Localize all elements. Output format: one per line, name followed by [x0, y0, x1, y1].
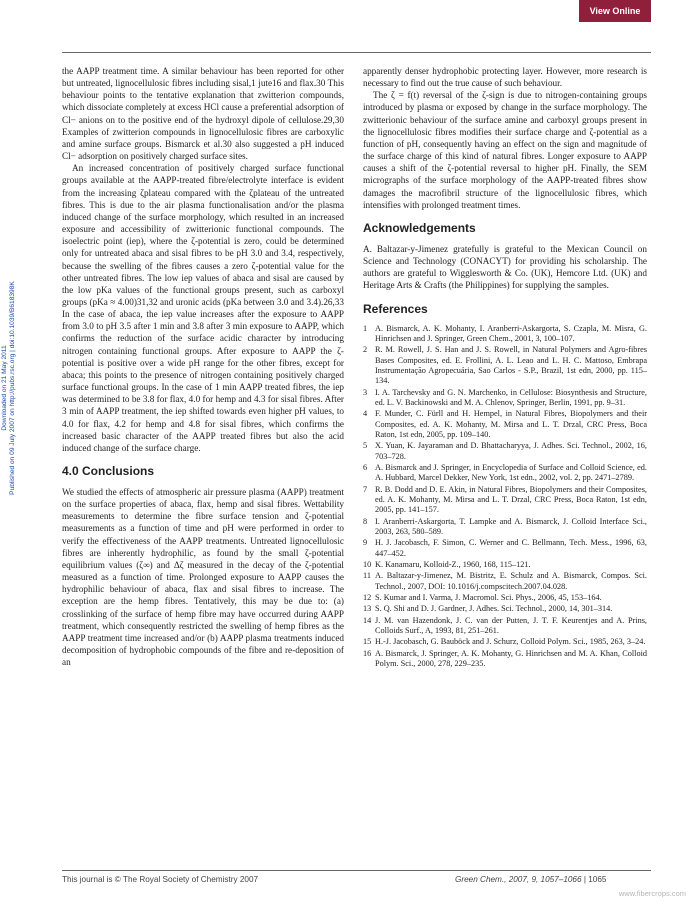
- reference-text: A. Bismarck, J. Springer, A. K. Mohanty, G. Hinrichsen and M. A. Khan, Colloid Polym. Sci., 2000, 278, 229–235.: [375, 648, 647, 669]
- footer-copyright: This journal is © The Royal Society of Chemistry 2007: [62, 875, 259, 884]
- reference-text: X. Yuan, K. Jayaraman and D. Bhattacharyya, J. Adhes. Sci. Technol., 2002, 16, 703–728.: [375, 441, 647, 461]
- reference-item: [363, 409, 647, 440]
- reference-list: [363, 324, 647, 670]
- download-stamp-line2[interactable]: Published on 09 July 2007 on http://pubs.rsc.org | doi:10.1039/B618398K: [9, 281, 16, 495]
- reference-number: 7: [363, 484, 368, 494]
- reference-number: 1: [363, 323, 368, 333]
- left-column: [62, 65, 344, 668]
- reference-text: I. A. Tarchevsky and G. N. Marchenko, in Cellulose: Biosynthesis and Structure, ed. L. V. Backinowski and M. A. Chlenov, Springer, Berlin, 1991, pp. 9–31.: [375, 387, 647, 407]
- paragraph-1: the AAPP treatment time. A similar behaviour has been reported for other but untreated, lignocellulosic fibres including sisal,1 jute16 and flax.30 This behaviour points to the tentative explanation that zwitterion compounds, which dissociate completely at excess HCl cause a preferential adsorption of Cl− anions on to the positive end of the hydroxyl dipole of cellulose.29,30 Examples of zwitterion compounds in lignocellulosic fibres are carboxylic and amine surface groups. Bismarck et al.30 also suggested a pH induced Cl− adsorption on positively charged surface sites.: [62, 66, 344, 162]
- reference-number: 6: [363, 462, 368, 472]
- reference-number: 13: [363, 604, 372, 614]
- reference-number: 9: [363, 538, 368, 548]
- reference-text: A. Bismarck and J. Springer, in Encyclopedia of Surface and Colloid Science, ed. A. Hubbard, Marcel Dekker, New York, 1st edn., 2002, vol. 2, pp. 2471–2789.: [375, 462, 647, 483]
- reference-item: [363, 324, 647, 345]
- reference-number: 5: [363, 441, 368, 451]
- reference-number: 11: [363, 571, 371, 581]
- reference-number: 3: [363, 387, 368, 397]
- reference-text: S. Kumar and I. Varma, J. Macromol. Sci. Phys., 2006, 45, 153–164.: [375, 593, 602, 603]
- reference-text: F. Munder, C. Fürll and H. Hempel, in Natural Fibres, Biopolymers and their Composites, ed. A. K. Mohanty, M. Mirsa and L. T. Drzal, CRC Press, Boca Raton, 1st edn, 2005, pp. 109–140.: [375, 409, 647, 439]
- footer-citation: [455, 874, 606, 885]
- download-stamp-line1: Downloaded on 21 May 2011: [1, 345, 8, 431]
- reference-text: S. Q. Shi and D. J. Gardner, J. Adhes. Sci. Technol., 2000, 14, 301–314.: [375, 604, 613, 614]
- reference-text: H. J. Jacobasch, F. Simon, C. Werner and C. Bellmann, Tech. Mess., 1996, 63, 447–452.: [375, 538, 647, 558]
- reference-number: 15: [363, 637, 372, 647]
- download-stamp: [1, 217, 21, 559]
- right-column: [363, 65, 647, 671]
- reference-number: 8: [363, 516, 368, 526]
- reference-text: R. B. Dodd and D. E. Akin, in Natural Fibres, Biopolymers and their Composites, ed. A. K. Mohanty, M. Mirsa and L. T. Drzal, CRC Press, Boca Raton, 1st edn, 2005, pp. 141–157.: [375, 484, 647, 515]
- reference-item: [363, 593, 647, 603]
- reference-text: A. Bismarck, A. K. Mohanty, I. Aranberri-Askargorta, S. Czapla, M. Misra, G. Hinrichsen and J. Springer, Green Chem., 2001, 3, 100–107.: [375, 323, 647, 343]
- reference-text: H.-J. Jacobasch, G. Bauböck and J. Schurz, Colloid Polym. Sci., 1985, 263, 3–24.: [375, 637, 646, 647]
- paragraph-3: apparently denser hydrophobic protecting layer. However, more research is necessary to find out the true cause of such behaviour.: [363, 66, 647, 89]
- reference-number: 2: [363, 345, 368, 355]
- paragraph-2: An increased concentration of positively charged surface functional groups available at the AAPP-treated fibre/electrolyte interface is evident from the increasing ζplateau compared with the ζplateau of the untreated fibres. This is due to the air plasma functionalisation and/or the plasma induced change of the surface morphology, which resulted in an increased exposure and accessibility of zwitterionic functional compounds. The isoelectric point (iep), where the ζ-potential is zero, could be determined only for untreated abaca and sisal fibres to be pH 3.0 and 3.4, respectively, because the swelling of the fibres causes a zero ζ-potential value for the other untreated fibres. The low iep values of abaca and sisal are caused by the low pKa values of the functional groups present, such as carboxyl groups (pKa ≈ 4.00)31,32 and uronic acids (pKa between 3.0 and 3.4).26,33 In the case of abaca, the iep value increases after the exposure to AAPP from 3.0 to pH 3.5 after 1 min and 3.8 after 3 min exposure to AAPP, which confirms the reduction of the surface acidic character by introducing nitrogen containing functional groups. After exposure to AAPP the ζ-potential is positive over a wide pH range for the other fibres, except for abaca; this points to the presence of nitrogen containing positively charged surface functional groups. In the case of 1 min AAPP treated fibres, the iep was determined to be 3.8 for flax, 4.0 for hemp and 4.3 for sisal fibres. After 3 min of AAPP treatment, the iep shifted towards even higher pH values, to 4.0 for flax, 4.2 for hemp and 4.8 for sisal fibres, which confirms the increased basic character of the AAPP treated fibres but also the acid induced change of the surface charge.: [62, 163, 344, 453]
- reference-item: [363, 517, 647, 538]
- reference-item: [363, 538, 647, 559]
- reference-text: K. Kanamaru, Kolloid-Z., 1960, 168, 115–121.: [375, 560, 531, 570]
- reference-item: [363, 345, 647, 386]
- reference-item: [363, 649, 647, 670]
- reference-text: R. M. Rowell, J. S. Han and J. S. Rowell, in Natural Polymers and Agro-fibres Bases Composites, ed. E. Frollini, A. L. Leao and L. H. C. Mattoso, Embrapa Instrumentação Agropecuária, Sao Carlos - S.P., Brazil, 1st edn, 2000, pp. 115–134.: [375, 345, 647, 386]
- reference-text: J. M. van Hazendonk, J. C. van der Putten, J. T. F. Keurentjes and A. Prins, Colloids Surf., A, 1993, 81, 251–261.: [375, 615, 647, 636]
- paragraph-acknowledgements: A. Baltazar-y-Jimenez gratefully is grateful to the Mexican Council on Science and Technology (CONACYT) for providing his scholarship. The authors are grateful to Wigglesworth & Co. (UK), Hemcore Ltd. (UK) and Heritage Arts & Crafts (the Philippines) for supplying the samples.: [363, 243, 647, 291]
- reference-item: [363, 560, 647, 570]
- reference-item: [363, 485, 647, 516]
- reference-item: [363, 388, 647, 409]
- reference-item: [363, 441, 647, 462]
- reference-number: 12: [363, 593, 372, 603]
- reference-item: [363, 616, 647, 637]
- reference-item: [363, 571, 647, 592]
- reference-text: A. Baltazar-y-Jimenez, M. Bistritz, E. Schulz and A. Bismarck, Compos. Sci. Technol., 2007, DOI: 10.1016/j.compscitech.2007.04.028.: [375, 571, 647, 591]
- watermark: www.fibercrops.com: [618, 889, 686, 898]
- section-heading-conclusions: 4.0 Conclusions: [62, 464, 155, 478]
- section-heading-acknowledgements: Acknowledgements: [363, 220, 476, 235]
- bottom-rule: [62, 870, 651, 871]
- footer-page: | 1065: [583, 875, 607, 884]
- top-rule: [62, 52, 651, 53]
- paragraph-conclusions: We studied the effects of atmospheric air pressure plasma (AAPP) treatment on the surface properties of abaca, flax, hemp and sisal fibres. Wettability measurements to determine the fibre surface tension and ζ-potential measurements as a function of time and pH were performed in order to verify the effectiveness of the AAPP treatments. Untreated lignocellulosic fibres are inherently hydrophilic, as found by the small ζ-potential equilibrium values (ζ∞) and Δζ measured in the decay of the ζ-potential measured as a function of time. Prolonged exposure to AAPP causes the hydrophilic behaviour of abaca, flax and sisal fibres to increase. The exception are the hemp fibres. Tentatively, this may be due to: (a) crosslinking of the surface of hemp fibre may have occurred during AAPP treatment, which consequently restricted the swelling of hemp fibres as the AAPP treatment time increased and/or (b) AAPP plasma treatments induced decomposition of hydrophobic compounds of the fibre and re-deposition of an: [62, 487, 344, 668]
- footer-journal: Green Chem., 2007, 9, 1057–1066: [455, 875, 582, 884]
- reference-item: [363, 604, 647, 614]
- paragraph-4: The ζ = f(t) reversal of the ζ-sign is due to nitrogen-containing groups introduced by plasma or exposed by change in the surface morphology. The zwitterionic behaviour of the surface amine and carboxyl groups present in the lignocellulosic fibres modifies their surface charge and ζ-potential as a function of pH, consequently having an effect on the sign and magnitude of the surface charge of this kind of natural fibres. Longer exposure to AAPP causes a shift of the ζ-potential reversal to higher pH. Finally, the SEM micrographs of the surface morphology of the AAPP-treated fibres show damages the macrofibril structure of the lignocellulosic fibres, which intensifies with prolonged treatment times.: [363, 90, 647, 210]
- reference-text: I. Aranberri-Askargorta, T. Lampke and A. Bismarck, J. Colloid Interface Sci., 2003, 263, 580–589.: [375, 516, 647, 537]
- reference-number: 16: [363, 648, 372, 658]
- reference-item: [363, 637, 647, 647]
- view-online-button[interactable]: View Online: [579, 0, 651, 22]
- reference-number: 14: [363, 615, 372, 625]
- section-heading-references: References: [363, 301, 428, 316]
- reference-item: [363, 463, 647, 484]
- reference-number: 10: [363, 560, 372, 570]
- reference-number: 4: [363, 409, 368, 419]
